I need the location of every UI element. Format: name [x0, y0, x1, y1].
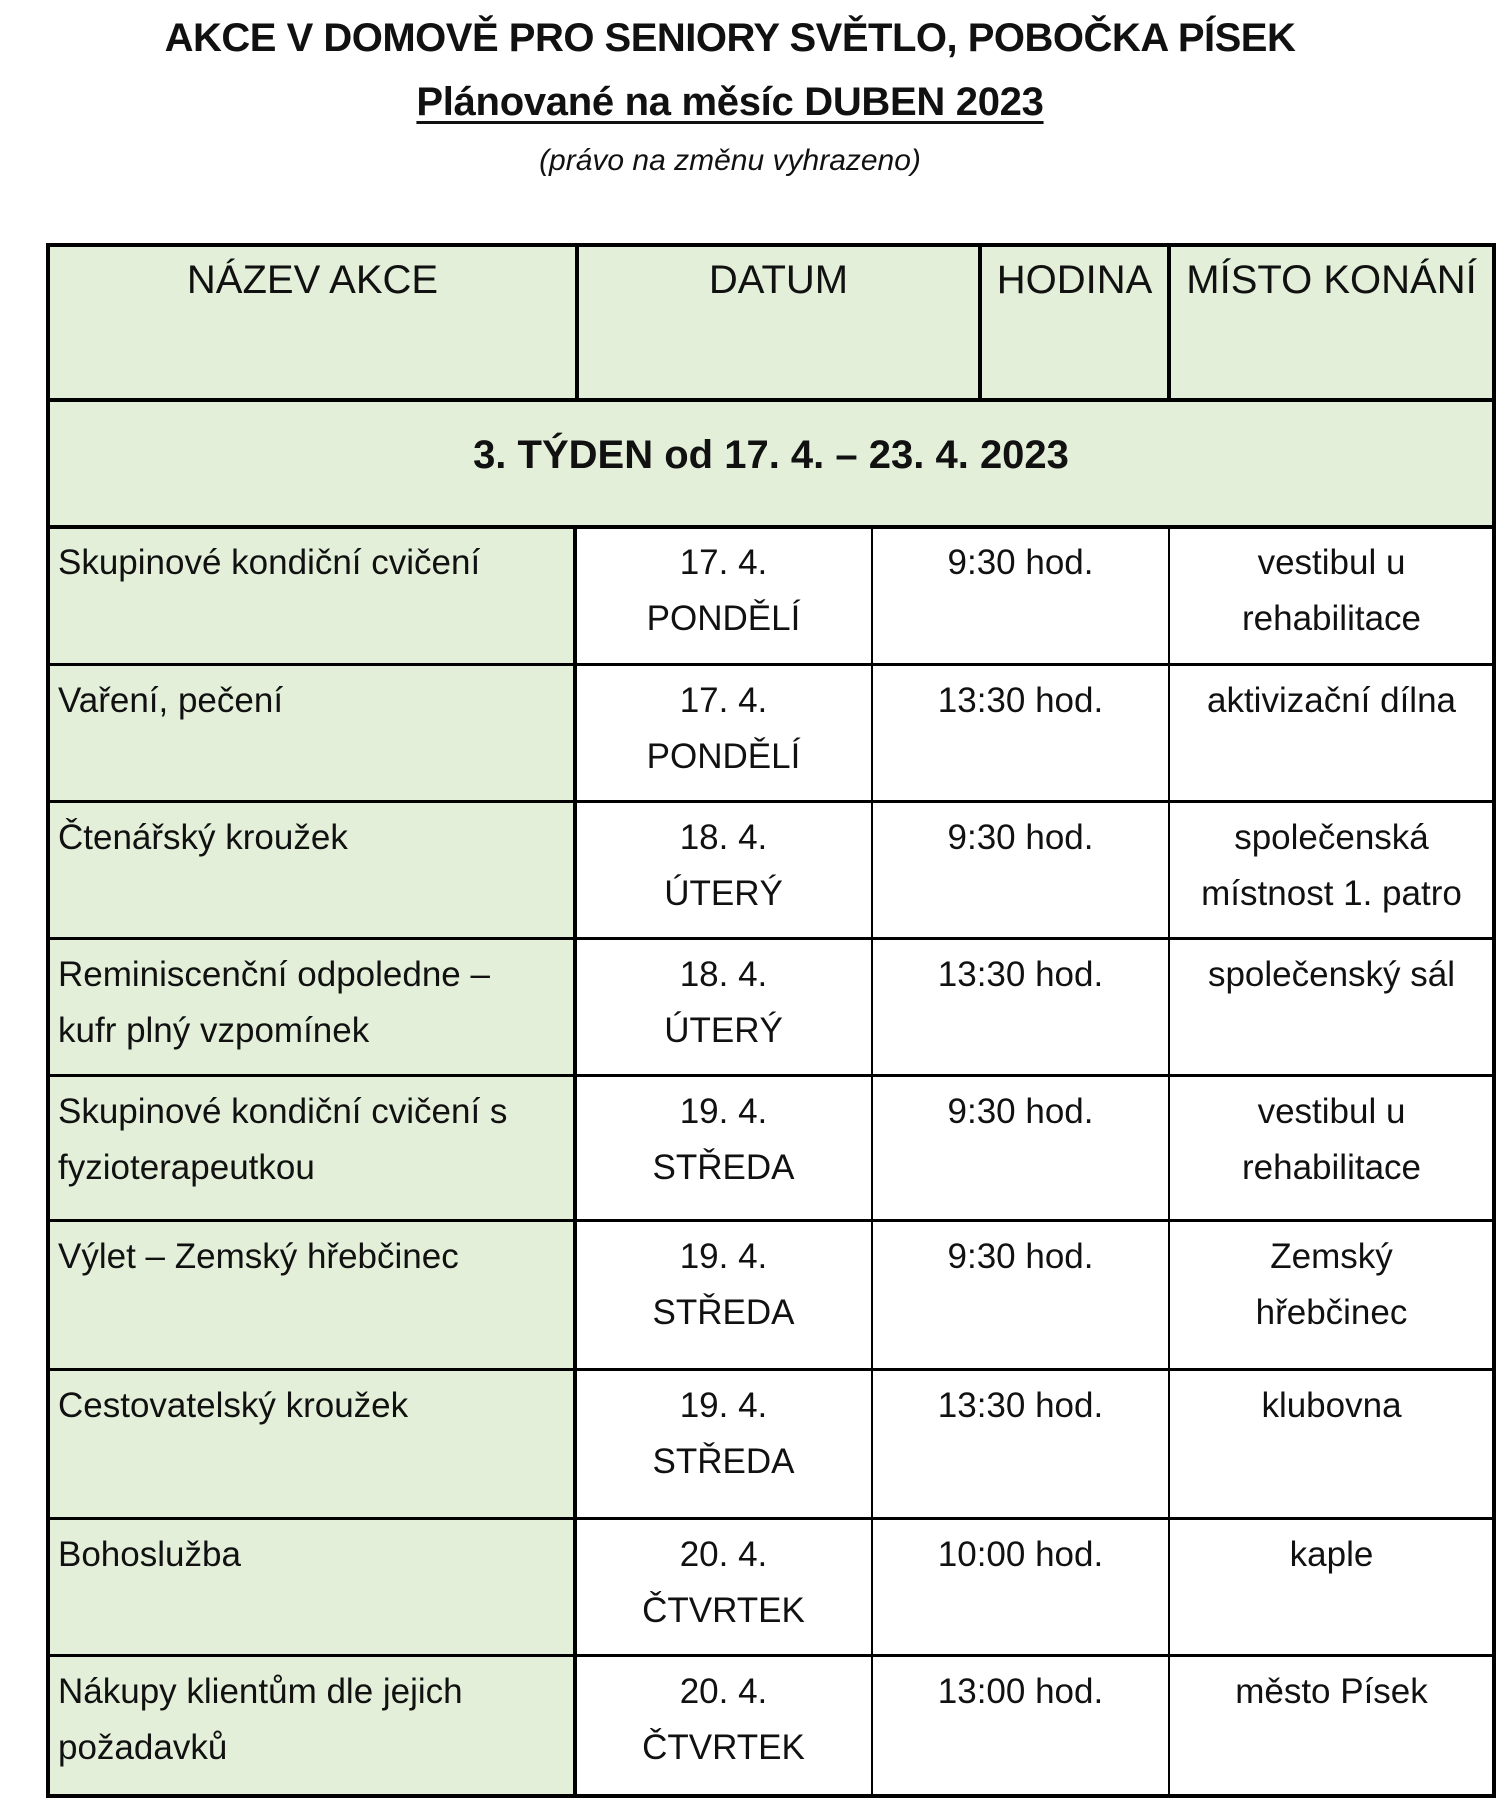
event-name: Nákupy klientům dle jejich	[58, 1672, 463, 1711]
event-place: rehabilitace	[1242, 1148, 1421, 1187]
row-divider	[46, 1219, 1496, 1222]
week-divider	[46, 525, 1496, 529]
body-column-divider	[871, 527, 873, 1796]
event-name: Vaření, pečení	[58, 681, 284, 720]
event-weekday: STŘEDA	[652, 1148, 795, 1187]
event-weekday: ČTVRTEK	[642, 1591, 805, 1630]
page-subtitle: Plánované na měsíc DUBEN 2023	[416, 80, 1044, 124]
event-place: klubovna	[1261, 1386, 1402, 1425]
event-time-cell	[872, 1519, 1169, 1656]
event-place: město Písek	[1235, 1672, 1428, 1711]
event-name: Bohoslužba	[58, 1535, 241, 1574]
row-divider	[46, 1654, 1496, 1657]
change-notice: (právo na změnu vyhrazeno)	[539, 144, 921, 177]
event-time-cell	[872, 527, 1169, 665]
event-date-cell	[575, 1656, 872, 1796]
event-date: 19. 4.	[679, 1092, 768, 1131]
header-column-divider	[978, 245, 982, 400]
event-name-cell	[48, 1370, 575, 1519]
event-name-cell	[48, 665, 575, 802]
event-time: 13:30 hod.	[937, 1386, 1104, 1425]
event-place: aktivizační dílna	[1206, 681, 1457, 720]
page-title: AKCE V DOMOVĚ PRO SENIORY SVĚTLO, POBOČKA PÍSEK	[164, 16, 1296, 60]
event-name: Skupinové kondiční cvičení	[58, 543, 481, 582]
event-place: místnost 1. patro	[1201, 874, 1462, 913]
row-divider	[46, 800, 1496, 803]
event-place-cell	[1169, 1656, 1494, 1796]
event-place-cell	[1169, 527, 1494, 665]
event-name-cell	[48, 802, 575, 939]
event-name-cell	[48, 1519, 575, 1656]
event-name-cell	[48, 1221, 575, 1370]
event-time: 13:00 hod.	[937, 1672, 1104, 1711]
column-header-label: MÍSTO KONÁNÍ	[1186, 258, 1477, 302]
event-time: 10:00 hod.	[937, 1535, 1104, 1574]
event-place: společenská	[1234, 818, 1429, 857]
event-date-cell	[575, 1221, 872, 1370]
event-name: kufr plný vzpomínek	[58, 1011, 370, 1050]
body-column-divider	[573, 527, 577, 1796]
event-name: fyzioterapeutkou	[58, 1148, 315, 1187]
event-place: Zemský	[1270, 1237, 1393, 1276]
event-weekday: PONDĚLÍ	[646, 737, 801, 776]
event-place: společenský sál	[1207, 955, 1456, 994]
event-date: 20. 4.	[679, 1672, 768, 1711]
event-time: 13:30 hod.	[937, 681, 1104, 720]
row-divider	[46, 1368, 1496, 1371]
event-time-cell	[872, 1076, 1169, 1221]
event-date-cell	[575, 527, 872, 665]
event-place: rehabilitace	[1242, 599, 1421, 638]
event-time: 9:30 hod.	[947, 818, 1094, 857]
event-name: Čtenářský kroužek	[58, 818, 348, 857]
row-divider	[46, 1517, 1496, 1520]
event-name-cell	[48, 1656, 575, 1796]
event-time: 9:30 hod.	[947, 1092, 1094, 1131]
event-time: 9:30 hod.	[947, 1237, 1094, 1276]
header-column-divider	[575, 245, 579, 400]
table-border-top	[46, 243, 1496, 247]
event-name-cell	[48, 527, 575, 665]
event-name: Reminiscenční odpoledne –	[58, 955, 490, 994]
event-date: 20. 4.	[679, 1535, 768, 1574]
body-column-divider	[1168, 527, 1170, 1796]
event-place-cell	[1169, 1076, 1494, 1221]
event-time-cell	[872, 665, 1169, 802]
header-column-divider	[1167, 245, 1171, 400]
event-weekday: STŘEDA	[652, 1442, 795, 1481]
event-date-cell	[575, 665, 872, 802]
event-time-cell	[872, 939, 1169, 1076]
event-weekday: ČTVRTEK	[642, 1728, 805, 1767]
row-divider	[46, 1794, 1496, 1798]
event-time: 13:30 hod.	[937, 955, 1104, 994]
event-weekday: ÚTERÝ	[664, 1011, 783, 1050]
event-time-cell	[872, 1656, 1169, 1796]
event-date-cell	[575, 1519, 872, 1656]
table-border-right	[1492, 243, 1496, 1798]
event-place-cell	[1169, 802, 1494, 939]
event-weekday: STŘEDA	[652, 1293, 795, 1332]
event-date-cell	[575, 1370, 872, 1519]
event-date: 18. 4.	[679, 818, 768, 857]
week-label-text: 3. TÝDEN od 17. 4. – 23. 4. 2023	[473, 433, 1069, 477]
event-name-cell	[48, 939, 575, 1076]
event-date-cell	[575, 802, 872, 939]
event-time-cell	[872, 802, 1169, 939]
event-date: 19. 4.	[679, 1237, 768, 1276]
row-divider	[46, 937, 1496, 940]
event-place-cell	[1169, 1519, 1494, 1656]
event-place: vestibul u	[1257, 543, 1406, 582]
event-time-cell	[872, 1221, 1169, 1370]
event-date: 17. 4.	[679, 681, 768, 720]
event-name-cell	[48, 1076, 575, 1221]
event-date: 18. 4.	[679, 955, 768, 994]
event-date-cell	[575, 1076, 872, 1221]
event-name: požadavků	[58, 1728, 228, 1767]
event-place: hřebčinec	[1255, 1293, 1408, 1332]
event-place-cell	[1169, 1221, 1494, 1370]
event-date: 17. 4.	[679, 543, 768, 582]
column-header-name	[48, 245, 577, 400]
row-divider	[46, 663, 1496, 666]
column-header-place	[1169, 245, 1494, 400]
column-header-date	[577, 245, 980, 400]
event-time-cell	[872, 1370, 1169, 1519]
event-weekday: ÚTERÝ	[664, 874, 783, 913]
column-header-label: DATUM	[708, 258, 849, 302]
event-place-cell	[1169, 939, 1494, 1076]
event-place-cell	[1169, 1370, 1494, 1519]
column-header-label: NÁZEV AKCE	[186, 258, 439, 302]
event-place-cell	[1169, 665, 1494, 802]
event-place: vestibul u	[1257, 1092, 1406, 1131]
event-name: Skupinové kondiční cvičení s	[58, 1092, 508, 1131]
event-time: 9:30 hod.	[947, 543, 1094, 582]
column-header-time	[980, 245, 1169, 400]
event-name: Cestovatelský kroužek	[58, 1386, 409, 1425]
header-divider	[46, 398, 1496, 402]
event-date: 19. 4.	[679, 1386, 768, 1425]
event-place: kaple	[1289, 1535, 1374, 1574]
event-date-cell	[575, 939, 872, 1076]
event-weekday: PONDĚLÍ	[646, 599, 801, 638]
column-header-label: HODINA	[996, 258, 1153, 302]
week-label	[48, 400, 1494, 527]
table-border-left	[46, 243, 50, 1798]
event-name: Výlet – Zemský hřebčinec	[58, 1237, 459, 1276]
row-divider	[46, 1074, 1496, 1077]
